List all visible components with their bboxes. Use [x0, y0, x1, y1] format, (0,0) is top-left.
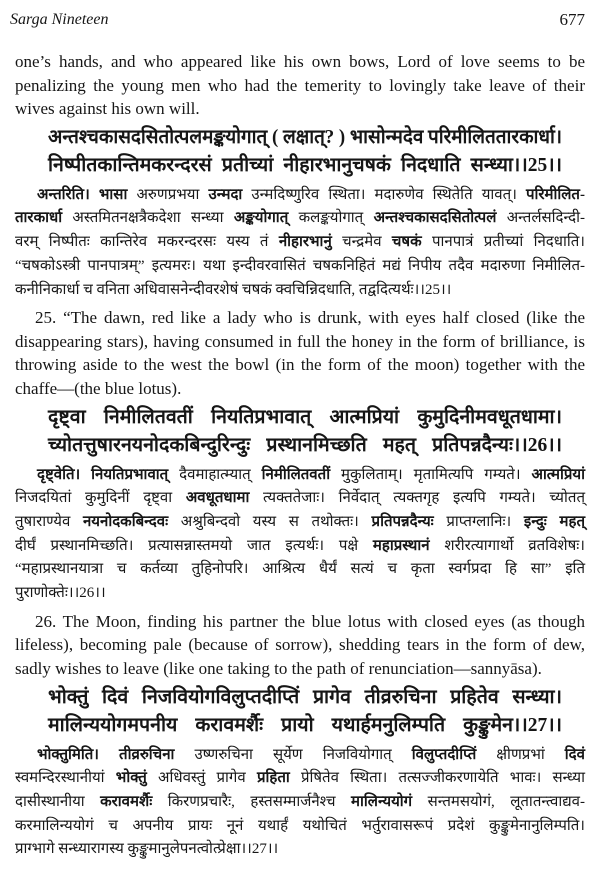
- commentary: [15, 464, 585, 606]
- bold-term: परिमीलित-: [525, 186, 585, 203]
- bold-term: प्रतिपन्नदैन्यः: [371, 513, 434, 530]
- text-run: निष्पीतकान्तिमकरन्दरसं प्रतीच्यां नीहारभानुचषकं निदधाति सन्ध्या।।25।।: [48, 154, 562, 176]
- commentary-line: [15, 487, 585, 511]
- bold-term: तारकार्धा: [15, 210, 63, 227]
- text-run: chaffe—(the blue lotus).: [15, 379, 182, 398]
- text-run: उष्णरुचिना सूर्येण निजवियोगात्: [174, 746, 412, 763]
- bold-term: महत्: [546, 513, 585, 530]
- commentary-line: [15, 464, 585, 488]
- text-run: 26. The Moon, finding his partner the blue lotus with closed eyes (as though: [35, 611, 585, 631]
- text-run: अस्तमितनक्षत्रैकदेशा सन्ध्या: [62, 210, 234, 227]
- bold-term: करावमर्शैः: [100, 793, 153, 810]
- text-run: किरणप्रचारैः, हस्तसम्मार्जनैश्च: [152, 793, 352, 810]
- verse-line: [48, 684, 562, 712]
- text-run: मुकुलिताम्। मृतामित्यपि गम्यते।: [330, 466, 532, 483]
- bold-term: आत्मप्रियां: [531, 466, 585, 483]
- bold-term: नियतिप्रभावात्: [80, 466, 169, 483]
- prose-line: [15, 633, 585, 657]
- page-text: [15, 50, 585, 862]
- bold-term: दृष्ट्वेति।: [37, 466, 81, 483]
- text-run: तुषाराण्येव: [15, 513, 83, 530]
- text-run: “चषकोऽस्त्री पानपात्रम्” इत्यमरः। यथा इन्दीवरवासितं चषकनिहितं मद्यं निपीय तदैव मदारुणा निमीलित-: [15, 257, 585, 274]
- commentary: [15, 744, 585, 862]
- text-run: त्यक्ततेजाः। निर्वेदात् त्यक्तगृह इत्यपि गम्यते। च्योतत्: [249, 490, 585, 507]
- text-run: चन्द्रमेव: [331, 234, 392, 251]
- bold-term: अवधूतधामा: [185, 490, 250, 507]
- bold-term: तीव्ररुचिना: [99, 746, 175, 763]
- text-run: सन्तमसयोगं, लूतातन्त्वाद्यव-: [412, 793, 585, 810]
- verse: [48, 124, 562, 180]
- text-run: sadly wishes to leave (like one taking to the path of renunciation—sannyāsa).: [15, 658, 542, 678]
- bold-term: दिवं: [564, 746, 585, 763]
- prose-line: [15, 353, 585, 377]
- commentary-line: [15, 838, 585, 862]
- text-run: दीर्घं प्रस्थानमिच्छति। प्रत्यासन्नास्तमयो जात इत्यर्थः। पक्षे: [15, 537, 373, 554]
- text-run: च्योतत्तुषारनयनोदकबिन्दुरिन्दुः प्रस्थानमिच्छति महत् प्रतिपन्नदैन्यः।।26।।: [48, 434, 562, 456]
- commentary-line: [15, 184, 585, 208]
- text-run: lifeless), becoming pale (because of sorrow), shedding tears in the form of dew,: [15, 635, 585, 655]
- prose-line: [15, 74, 585, 98]
- text-run: उन्मदिष्णुरिव स्थिता। मदारुणेव स्थितेति यावत्।: [242, 186, 526, 203]
- commentary-line: [15, 767, 585, 791]
- bold-term: निमीलितवतीं: [261, 466, 331, 483]
- text-run: दासीस्थानीया: [15, 793, 101, 810]
- verse: [48, 404, 562, 460]
- commentary: [15, 184, 585, 302]
- bold-term: अङ्कयोगात्: [233, 210, 289, 227]
- text-run: कलङ्कयोगात्: [288, 210, 374, 227]
- text-run: स्वमन्दिरस्थानीयां: [15, 770, 116, 787]
- prose-line: [15, 657, 585, 681]
- commentary-line: [15, 231, 585, 255]
- bold-term: इन्दुः: [523, 513, 547, 530]
- commentary-line: [15, 582, 585, 606]
- text-run: पुराणोक्तेः।।26।।: [15, 585, 106, 602]
- text-run: पानपात्रं प्रतीच्यां निदधाति।: [421, 234, 585, 251]
- bold-term: नीहारभानुं: [278, 234, 332, 251]
- text-run: अरुणप्रभया: [127, 186, 209, 203]
- text-run: क्षीणप्रभां: [476, 746, 565, 763]
- commentary-line: [15, 558, 585, 582]
- text-run: कनीनिकार्धा च वनिता अधिवासनेन्दीवरशेषं चषकं क्वचिन्निदधाति, तद्वदित्यर्थः।।25।।: [15, 281, 452, 298]
- bold-term: भोक्तुं: [115, 770, 147, 787]
- text-run: दृष्ट्वा निमीलितवतीं नियतिप्रभावात् आत्मप्रियां कुमुदिनीमवधूतधामा।: [48, 406, 562, 428]
- bold-term: अन्तरिति।: [37, 186, 90, 203]
- running-title: Sarga Nineteen: [10, 11, 109, 28]
- text-run: wives against his own will.: [15, 99, 200, 119]
- commentary-line: [15, 207, 585, 231]
- text-run: throwing aside to the west the bowl (in the form of the moon) together with the: [15, 355, 585, 375]
- text-run: निजदयितां कुमुदिनीं दृष्ट्वा: [15, 490, 186, 507]
- bold-term: चषकं: [391, 234, 422, 251]
- prose-line: [15, 97, 585, 121]
- text-run: 25. “The dawn, red like a lady who is drunk, with eyes half closed (like the: [35, 308, 585, 328]
- prose-line: [15, 306, 585, 330]
- running-header: [10, 8, 585, 32]
- page-number: 677: [559, 10, 585, 29]
- bold-term: मालिन्ययोगं: [351, 793, 413, 810]
- text-run: “महाप्रस्थानयात्रा च कर्तव्या तुहिनोपरि। आश्रित्य धैर्यं सत्यं च कृता स्वर्गप्रदा हि सा” इति: [15, 561, 585, 578]
- text-run: अश्रुबिन्दवो यस्य स तथोक्तः।: [168, 513, 372, 530]
- text-run: अधिवस्तुं प्रागेव: [146, 770, 257, 787]
- commentary-line: [15, 535, 585, 559]
- text-run: करमालिन्ययोगं च अपनीय प्रायः नूनं यथार्हं यथोचितं भर्तुरावासरूपं प्रदेशं कुङ्कुमेनानुलिम्पति।: [15, 817, 585, 834]
- commentary-line: [15, 279, 585, 303]
- verse-line: [48, 152, 562, 180]
- prose-paragraph: [15, 50, 585, 121]
- bold-term: अन्तश्चकासदसितोत्पलं: [373, 210, 497, 227]
- prose-line: [15, 50, 585, 74]
- text-run: प्राग्भागे सन्ध्यारागस्य कुङ्कुमानुलेपनत्वोत्प्रेक्षा।।27।।: [15, 841, 279, 858]
- bold-term: उन्मदा: [208, 186, 243, 203]
- text-run: भोक्तुं दिवं निजवियोगविलुप्तदीप्तिं प्रागेव तीव्ररुचिना प्रहितेव सन्ध्या।: [48, 686, 562, 708]
- text-run: अन्तर्लसदिन्दी-: [496, 210, 585, 227]
- text-run: disappearing stars), having consumed in full the honey in the form of brilliance, is: [15, 331, 585, 351]
- prose-line: [15, 377, 585, 401]
- bold-term: भोक्तुमिति।: [37, 746, 99, 763]
- commentary-line: [15, 511, 585, 535]
- bold-term: महाप्रस्थानं: [372, 537, 430, 554]
- bold-term: नयनोदकबिन्दवः: [82, 513, 169, 530]
- text-run: one’s hands, and who appeared like his own bows, Lord of love seems to be: [15, 52, 585, 71]
- text-run: प्रेषितेव स्थिता। तत्सज्जीकरणायेति भावः। सन्ध्या: [289, 770, 585, 787]
- text-run: प्राप्तग्लानिः।: [433, 513, 524, 530]
- text-run: वरम् निष्पीतः कान्तिरेव मकरन्दरसः यस्य तं: [15, 234, 279, 251]
- verse-line: [48, 712, 562, 740]
- text-run: penalizing the young men who had the temerity to lovingly take leave of their: [15, 75, 585, 95]
- commentary-line: [15, 791, 585, 815]
- prose-paragraph: [15, 306, 585, 400]
- bold-term: भासा: [89, 186, 128, 203]
- verse-line: [48, 432, 562, 460]
- prose-line: [15, 330, 585, 354]
- text-run: अन्तश्चकासदसितोत्पलमङ्कयोगात् ( लक्षात्? ) भासोन्मदेव परिमीलिततारकार्धा।: [48, 126, 562, 148]
- text-run: मालिन्ययोगमपनीय करावमर्शैः प्रायो यथार्हमनुलिम्पति कुङ्कुमेन।।27।।: [48, 714, 562, 736]
- commentary-line: [15, 255, 585, 279]
- commentary-line: [15, 744, 585, 768]
- bold-term: प्रहिता: [256, 770, 290, 787]
- verse-line: [48, 404, 562, 432]
- text-run: शरीरत्यागार्थो व्रतविशेषः।: [429, 537, 585, 554]
- text-run: दैवमाहात्म्यात्: [168, 466, 262, 483]
- verse: [48, 684, 562, 740]
- prose-paragraph: [15, 610, 585, 681]
- commentary-line: [15, 815, 585, 839]
- verse-line: [48, 124, 562, 152]
- prose-line: [15, 610, 585, 634]
- bold-term: विलुप्तदीप्तिं: [411, 746, 477, 763]
